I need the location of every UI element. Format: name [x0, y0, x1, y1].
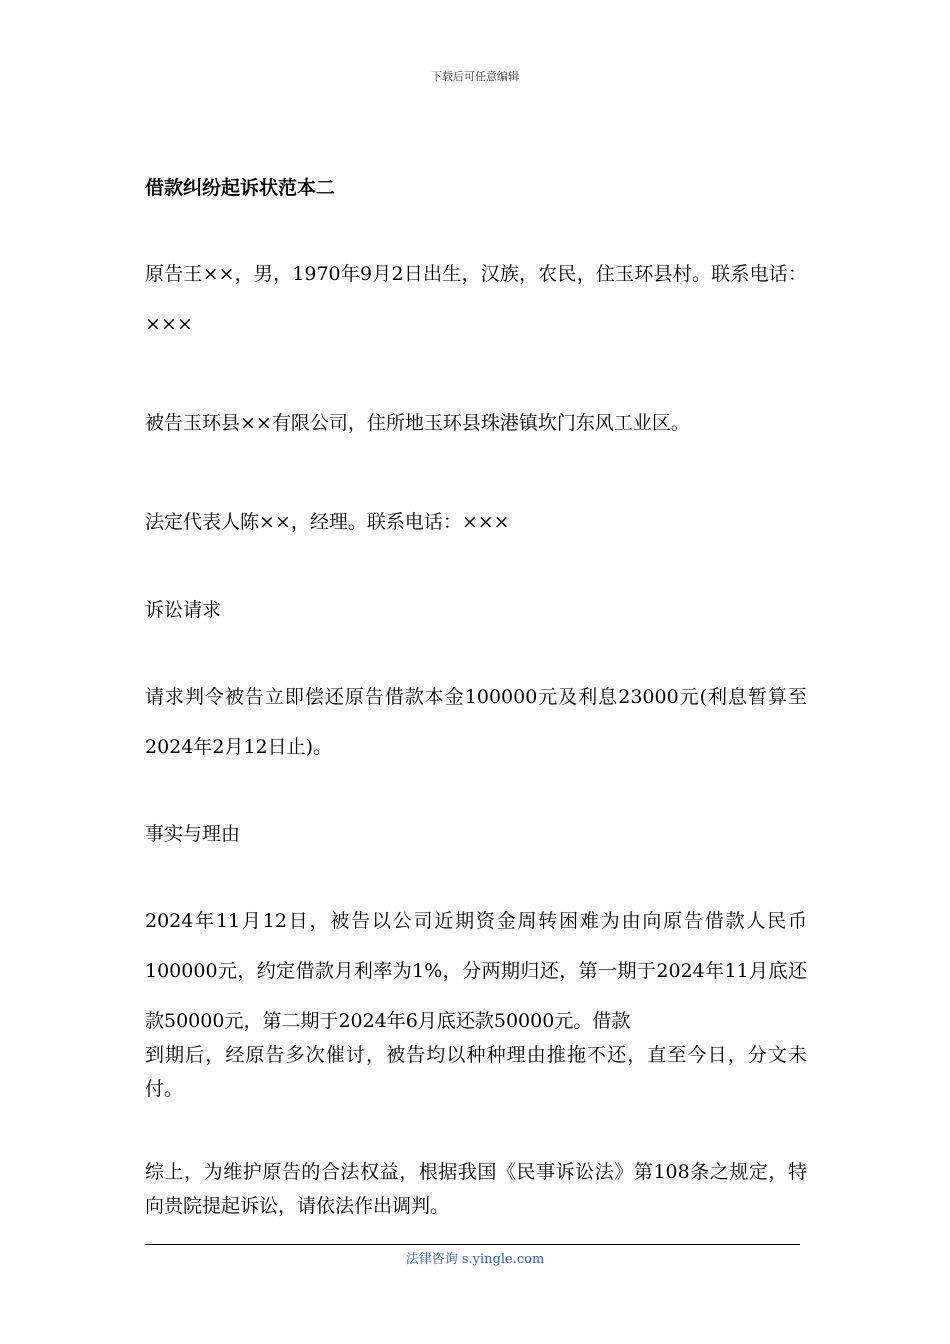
defendant-paragraph: 被告玉环县××有限公司，住所地玉环县珠港镇坎门东风工业区。 [145, 412, 690, 434]
footer-divider [145, 1244, 800, 1245]
facts-heading: 事实与理由 [145, 823, 241, 845]
claims-paragraph: 请求判令被告立即偿还原告借款本金100000元及利息23000元(利息暂算至2024年2月12日止)。 [145, 686, 807, 758]
plaintiff-paragraph: 原告王××，男，1970年9月2日出生，汉族，农民，住玉环县村。联系电话：××× [145, 263, 807, 335]
footer-link[interactable]: 法律咨询 s.yingle.com [405, 1252, 545, 1267]
facts-paragraph: 2024年11月12日，被告以公司近期资金周转困难为由向原告借款人民币100000元，约定借款月利率为1%，分两期归还，第一期于2024年11月底还款50000元，第二期于2024年6月底还款50000元。借款 [145, 910, 807, 1032]
conclusion-paragraph: 综上，为维护原告的合法权益，根据我国《民事诉讼法》第108条之规定，特向贵院提起诉讼，请依法作出调判。 [145, 1161, 807, 1217]
document-title: 借款纠纷起诉状范本二 [145, 177, 336, 199]
header-note: 下载后可任意编辑 [431, 70, 519, 83]
facts-paragraph-continued: 到期后，经原告多次催讨，被告均以种种理由推拖不还，直至今日，分文未付。 [145, 1044, 807, 1100]
representative-paragraph: 法定代表人陈××，经理。联系电话：××× [145, 511, 510, 533]
claims-heading: 诉讼请求 [145, 599, 222, 621]
